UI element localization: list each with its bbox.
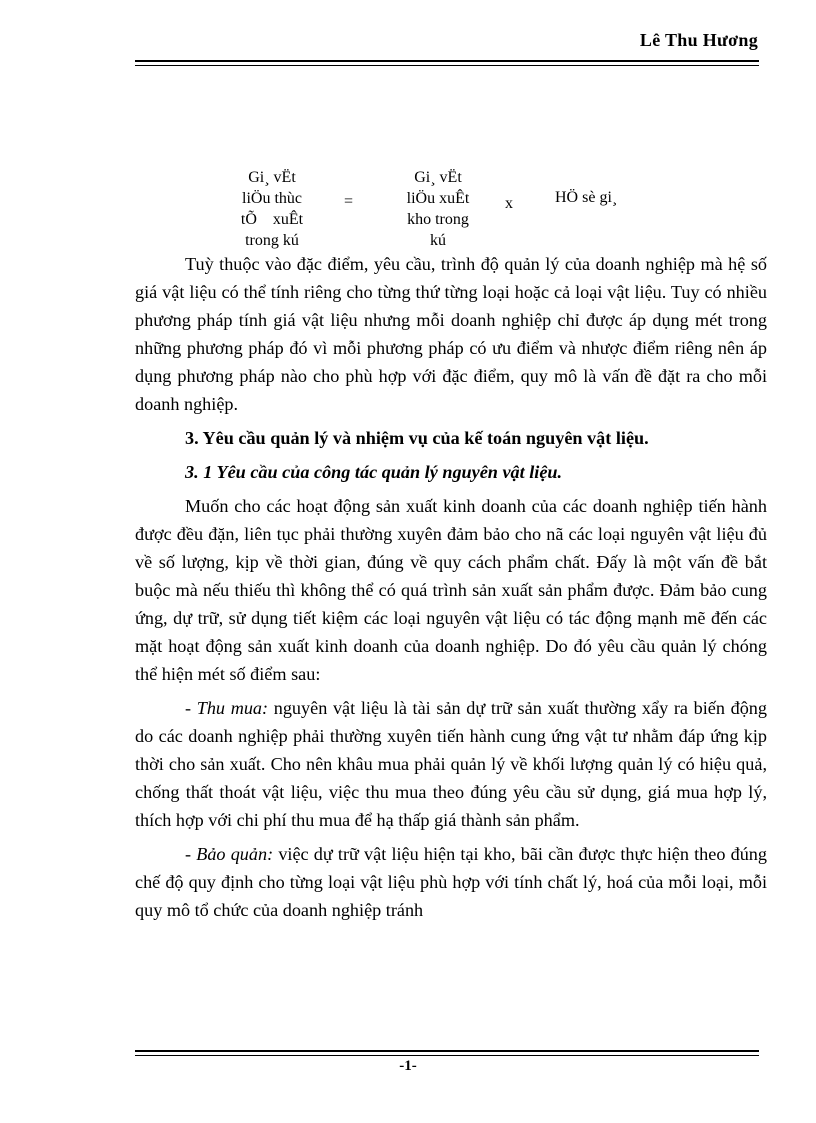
header-author: Lê Thu Hương <box>639 30 758 50</box>
formula-right-term: HÖ sè gi¸ <box>555 189 618 206</box>
purchasing-label: - Thu mua: <box>185 698 269 718</box>
storage-text: việc dự trữ vật liệu hiện tại kho, bãi cần được thực hiện theo đúng chế độ quy định cho từng loại vật liệu phù hợp với tính chất lý, hoá của mỗi loại, mỗi quy mô tổ chức của doanh nghiệp tránh <box>135 844 767 920</box>
formula-middle-term <box>388 167 488 251</box>
body-text <box>135 250 767 924</box>
formula-middle-line: Gi¸ vËt <box>414 169 462 186</box>
page-number: -1- <box>399 1058 417 1074</box>
formula-middle-line: kho trong <box>407 211 469 228</box>
header-rule-thick <box>135 60 759 62</box>
formula-left-term <box>222 167 322 251</box>
section-heading-3-1: 3. 1 Yêu cầu của công tác quản lý nguyên vật liệu. <box>185 462 563 482</box>
paragraph-purchasing <box>135 694 767 834</box>
footer-rule-thick <box>135 1050 759 1052</box>
footer-rule-thin <box>135 1055 759 1056</box>
formula-middle-line: kú <box>430 232 446 249</box>
paragraph-management-requirements: Muốn cho các hoạt động sản xuất kinh doanh của các doanh nghiệp tiến hành được đều đặn, liên tục phải thường xuyên đảm bảo cho nã các loại nguyên vật liệu đủ về số lượng, kịp về thời gian, đúng về quy cách phẩm chất. Đấy là một vấn đề bắt buộc mà nếu thiếu thì không thể có quá trình sản xuất sản phẩm được. Đảm bảo cung ứng, dự trữ, sử dụng tiết kiệm các loại nguyên vật liệu có tác động mạnh mẽ đến các mặt hoạt động sản xuất kinh doanh của doanh nghiệp. Do đó yêu cầu quản lý chóng thể hiện mét số điểm sau: <box>135 496 767 684</box>
section-heading-3: 3. Yêu cầu quản lý và nhiệm vụ của kế toán nguyên vật liệu. <box>185 428 649 448</box>
paragraph-storage <box>135 840 767 924</box>
paragraph-price-coefficient: Tuỳ thuộc vào đặc điểm, yêu cầu, trình độ quản lý của doanh nghiệp mà hệ số giá vật liệu có thể tính riêng cho từng thứ từng loại hoặc cả loại vật liệu. Tuy có nhiều phương pháp tính giá vật liệu nhưng mỗi doanh nghiệp chỉ được áp dụng mét trong những phương pháp đó vì mỗi phương pháp có ưu điểm và nhược điểm riêng nên áp dụng phương pháp nào cho phù hợp với đặc điểm, quy mô là vấn đề đặt ra cho mỗi doanh nghiệp. <box>135 254 767 414</box>
formula-equals-sign: = <box>344 193 354 210</box>
storage-label: - Bảo quản: <box>185 844 274 864</box>
formula-times-sign: x <box>505 195 513 212</box>
price-formula <box>0 167 816 253</box>
formula-left-line: trong kú <box>245 232 299 249</box>
header-rule-thin <box>135 65 759 66</box>
purchasing-text: nguyên vật liệu là tài sản dự trữ sản xuất thường xẩy ra biến động do các doanh nghiệp phải thường xuyên tiến hành cung ứng vật tư nhằm đáp ứng kịp thời cho sản xuất. Cho nên khâu mua phải quản lý về khối lượng quản lý có hiệu quả, chống thất thoát vật liệu, việc thu mua theo đúng yêu cầu sử dụng, giá mua hợp lý, thích hợp với chi phí thu mua để hạ thấp giá thành sản phẩm. <box>135 698 767 830</box>
formula-left-line: Gi¸ vËt <box>248 169 296 186</box>
formula-middle-line: liÖu xuÊt <box>406 190 470 207</box>
formula-left-line: liÖu thùc <box>242 190 302 207</box>
formula-left-line: tÕ xuÊt <box>240 211 304 228</box>
